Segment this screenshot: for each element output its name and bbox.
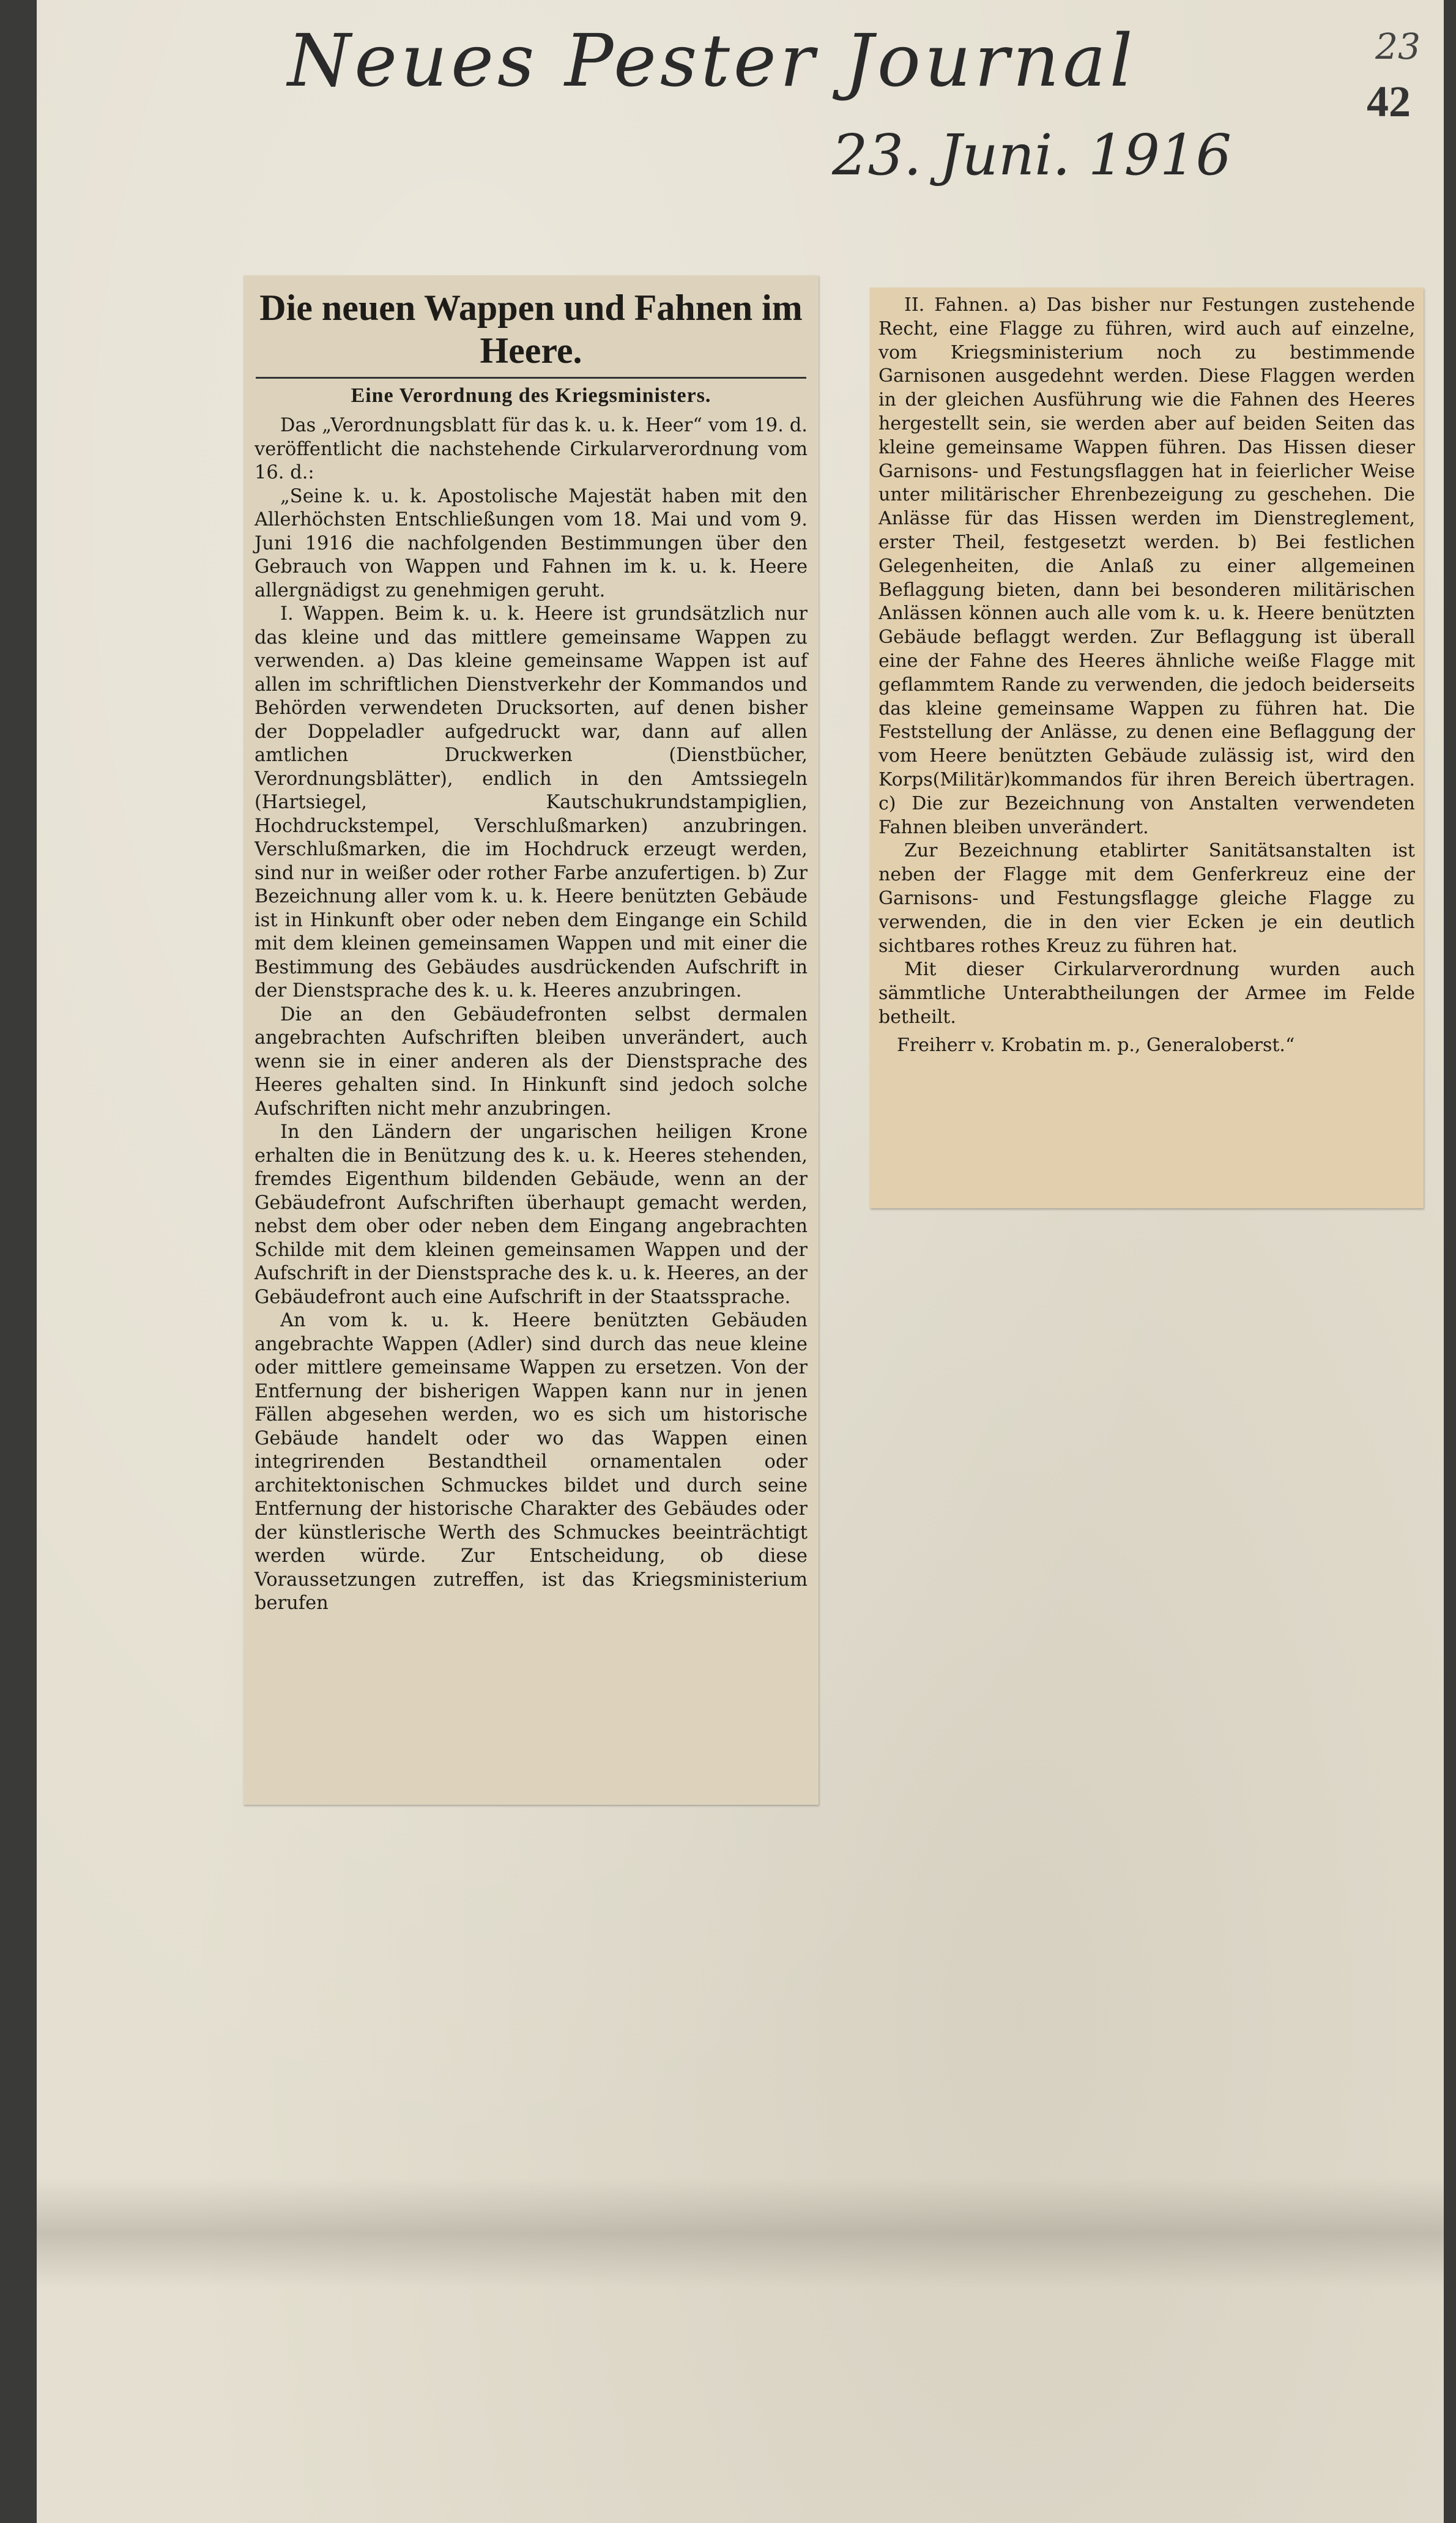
article-title: Die neuen Wappen und Fahnen im Heere. xyxy=(256,286,806,379)
paragraph: Zur Bezeichnung etablirter Sanitätsanstalten ist neben der Flagge mit dem Genferkreuz eine der Garnisons- und Festungsflagge gleiche Flagge zu verwenden, die in den vier Ecken je ein deutlich sichtbares rothes Kreuz zu führen hat. xyxy=(878,840,1415,957)
paragraph: Die an den Gebäudefronten selbst dermalen angebrachten Aufschriften bleiben unverändert, auch wenn sie in einer anderen als der Dienstsprache des Heeres gehalten sind. In Hinkunft sind jedoch solche Aufschriften nicht mehr anzubringen. xyxy=(254,1003,808,1120)
paragraph: Das „Verordnungsblatt für das k. u. k. Heer“ vom 19. d. veröffentlicht die nachstehende Cirkularverordnung vom 16. d.: xyxy=(254,415,808,483)
paragraph: II. Fahnen. a) Das bisher nur Festungen zustehende Recht, eine Flagge zu führen, wird auch auf einzelne, vom Kriegsministerium noch zu bestimmende Garnisonen ausgedehnt werden. Diese Flaggen werden in der gleichen Ausführung wie die Fahnen des Heeres hergestellt sein, sie werden aber auf beiden Seiten das kleine gemeinsame Wappen führen. Das Hissen dieser Garnisons- und Festungsflaggen hat in feierlicher Weise unter militärischer Ehrenbezeigung zu geschehen. Die Anlässe für das Hissen werden im Dienstreglement, erster Theil, festgesetzt werden. b) Bei festlichen Gelegenheiten, die Anlaß zu einer allgemeinen Beflaggung bieten, dann bei besonderen militärischen Anlässen können auch alle vom k. u. k. Heere benützten Gebäude beflaggt werden. Zur Beflaggung ist überall eine der Fahne des Heeres ähnliche weiße Flagge mit geflammtem Rande zu verwenden, die jedoch beiderseits das kleine gemeinsame Wappen zu führen hat. Die Feststellung der Anlässe, zu denen eine Beflaggung der vom Heere benützten Gebäude zulässig ist, wird den Korps(Militär)kommandos für ihren Bereich übertragen. c) Die zur Bezeichnung von Anstalten verwendeten Fahnen bleiben unverändert. xyxy=(878,294,1415,838)
handwritten-number: 23 xyxy=(1375,26,1421,67)
article-subtitle: Eine Verordnung des Kriegsministers. xyxy=(351,384,711,407)
page-number: 42 xyxy=(1367,77,1411,126)
handwritten-date: 23. Juni. 1916 xyxy=(832,122,1231,188)
clipping-left-column xyxy=(243,275,819,1805)
paragraph: I. Wappen. Beim k. u. k. Heere ist grundsätzlich nur das kleine und das mittlere gemeinsame Wappen zu verwenden. a) Das kleine gemeinsame Wappen ist auf allen im schriftlichen Dienstverkehr der Kommandos und Behörden verwendeten Drucksorten, auf denen bisher der Doppeladler aufgedruckt war, dann auf allen amtlichen Druckwerken (Dienstbücher, Verordnungsblätter), endlich in den Amtssiegeln (Hartsiegel, Kautschukrundstampiglien, Hochdruckstempel, Verschlußmarken) anzubringen. Verschlußmarken, die im Hochdruck erzeugt werden, sind nur in weißer oder rother Farbe anzufertigen. b) Zur Bezeichnung aller vom k. u. k. Heere benützten Gebäude ist in Hinkunft ober oder neben dem Eingange ein Schild mit dem kleinen gemeinsamen Wappen und mit einer die Bestimmung des Gebäudes ausdrückenden Aufschrift in der Dienstsprache des k. u. k. Heeres anzubringen. xyxy=(254,603,808,1001)
paragraph: Mit dieser Cirkularverordnung wurden auch sämmtliche Unterabtheilungen der Armee im Felde betheilt. xyxy=(878,959,1415,1028)
handwritten-newspaper-name: Neues Pester Journal xyxy=(288,18,1137,103)
paragraph: An vom k. u. k. Heere benützten Gebäuden angebrachte Wappen (Adler) sind durch das neue kleine oder mittlere gemeinsame Wappen zu ersetzen. Von der Entfernung der bisherigen Wappen kann nur in jenen Fällen abgesehen werden, wo es sich um historische Gebäude handelt oder wo das Wappen einen integrirenden Bestandtheil ornamentalen oder architektonischen Schmuckes bildet und durch seine Entfernung der historische Charakter des Gebäudes oder der künstlerische Werth des Schmuckes beeinträchtigt werden würde. Zur Entscheidung, ob diese Voraussetzungen zutreffen, ist das Kriegsministerium berufen xyxy=(254,1310,808,1614)
paragraph: In den Ländern der ungarischen heiligen Krone erhalten die in Benützung des k. u. k. Heeres stehenden, fremdes Eigenthum bildenden Gebäude, wenn an der Gebäudefront Aufschriften überhaupt gemacht werden, nebst dem ober oder neben dem Eingang angebrachten Schilde mit dem kleinen gemeinsamen Wappen und der Aufschrift in der Dienstsprache des k. u. k. Heeres, an der Gebäudefront auch eine Aufschrift in der Staatssprache. xyxy=(254,1121,808,1308)
signature: Freiherr v. Krobatin m. p., Generaloberst.“ xyxy=(897,1034,1295,1056)
paragraph: „Seine k. u. k. Apostolische Majestät haben mit den Allerhöchsten Entschließungen vom 18. Mai und vom 9. Juni 1916 die nachfolgenden Bestimmungen über den Gebrauch von Wappen und Fahnen im k. u. k. Heere allergnädigst zu genehmigen geruht. xyxy=(254,485,808,601)
scan-shadow xyxy=(37,2178,1444,2288)
clipping-right-column xyxy=(870,288,1424,1208)
